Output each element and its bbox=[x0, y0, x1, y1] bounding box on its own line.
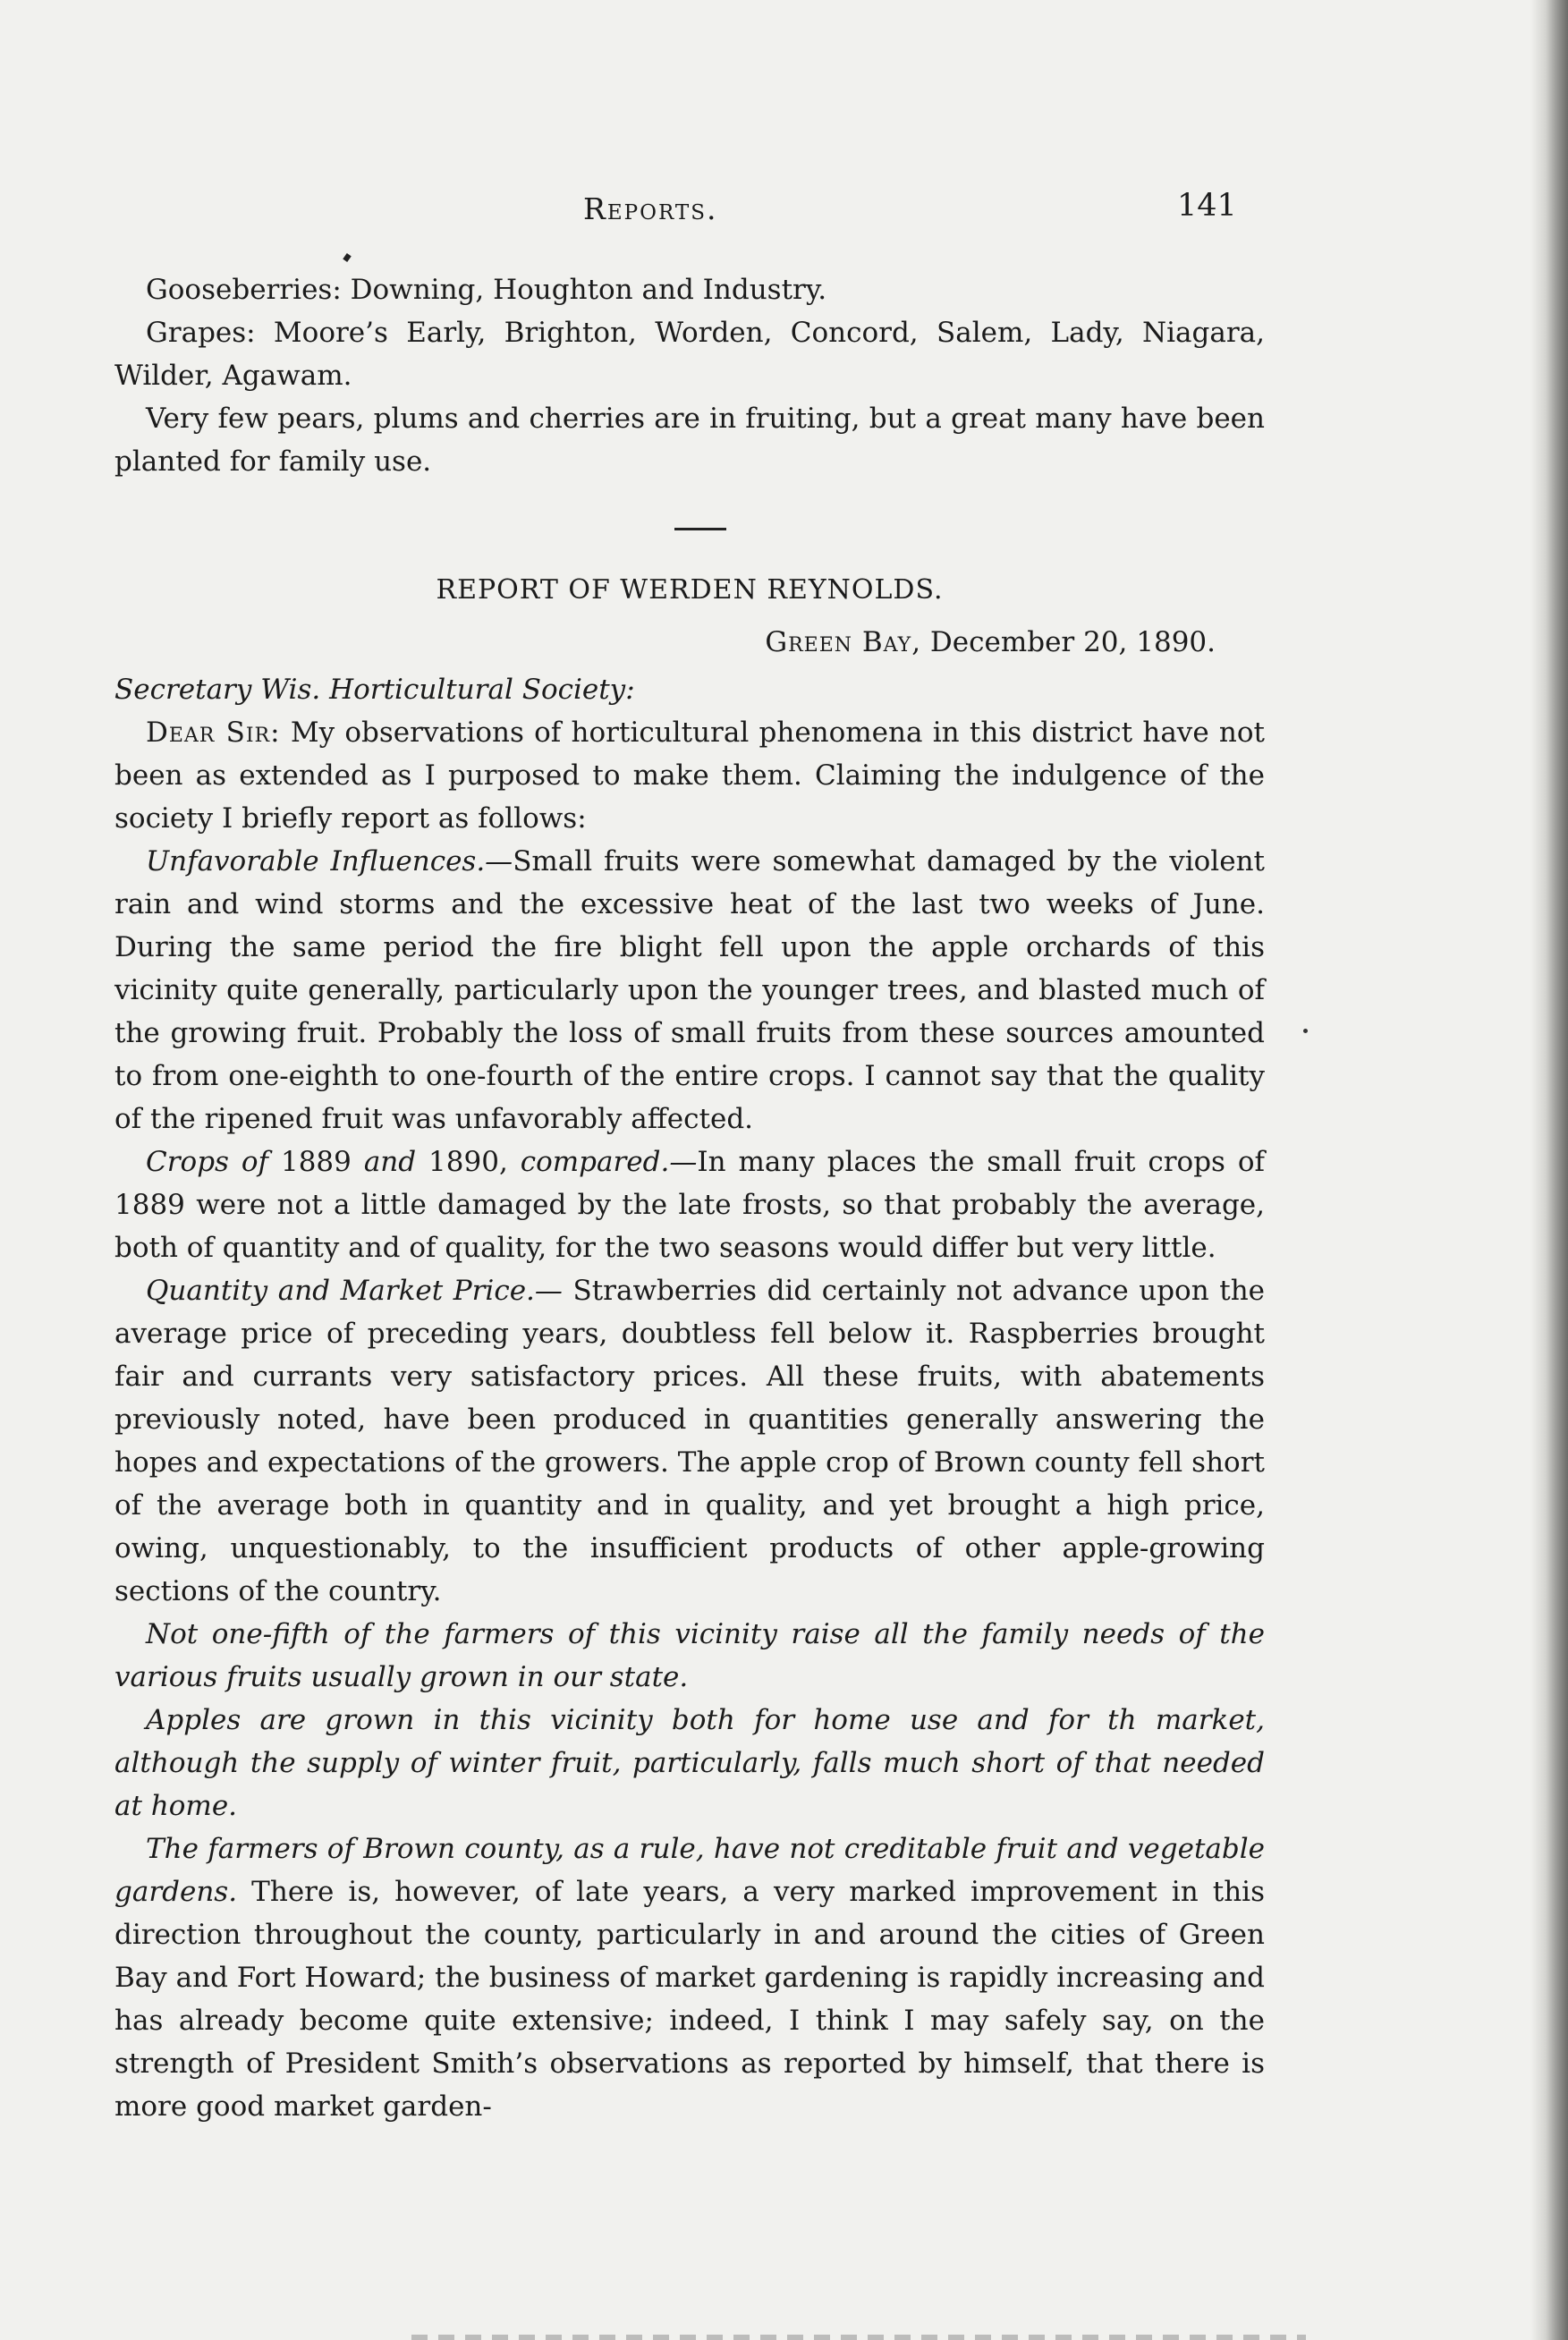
paragraph-grapes: Grapes: Moore’s Early, Brighton, Worden, Concord, Salem, Lady, Niagara, Wilder, Agawam. bbox=[114, 317, 1265, 392]
paragraph-farmers bbox=[114, 1827, 1265, 2128]
crops-heading-part3: compared.— bbox=[520, 1146, 698, 1178]
section-divider bbox=[674, 528, 726, 530]
paragraph-gooseberries: Gooseberries: Downing, Houghton and Industry. bbox=[146, 274, 827, 306]
page-number: 141 bbox=[1177, 188, 1237, 224]
unfavorable-text: Small fruits were somewhat damaged by the violent rain and wind storms and the excessive heat of the last two weeks of June. During the same period the fire blight fell upon the apple orchards of this vicinity quite generally, particularly upon the younger trees, and blasted much of the growing fruit. Probably the loss of small fruits from these sources amounted to from one-eighth to one-fourth of the entire crops. I cannot say that the quality of the ripened fruit was unfavorably affected. bbox=[114, 845, 1265, 1135]
quantity-text: Strawberries did certainly not advance upon the average price of preceding years, doubtless fell below it. Raspberries brought fair and currants very satisfactory prices. All these fruits, with abatements previously noted, have been produced in quantities generally answering the hopes and expectations of the growers. The apple crop of Brown county fell short of the average both in quantity and in quality, and yet brought a high price, owing, unquestionably, to the insufficient products of other apple-growing sections of the country. bbox=[114, 1275, 1265, 1607]
page-bottom-edge bbox=[411, 2335, 1306, 2340]
crops-year-1: 1889 bbox=[280, 1146, 352, 1178]
crops-heading-part1: Crops of bbox=[146, 1146, 269, 1178]
farmers-heading: The farmers of Brown county, as a rule, have not creditable fruit and vegetable gardens. bbox=[114, 1833, 1265, 1908]
dateline-place: Green Bay, bbox=[765, 626, 922, 658]
paragraph-unfavorable bbox=[114, 840, 1265, 1140]
report-title: REPORT OF WERDEN REYNOLDS. bbox=[436, 574, 944, 606]
dateline-date: December 20, 1890. bbox=[929, 626, 1216, 658]
paragraph-few-pears: Very few pears, plums and cherries are in fruiting, but a great many have been planted for family use. bbox=[114, 403, 1265, 478]
ink-mark bbox=[343, 253, 352, 262]
crops-heading-part2: and bbox=[363, 1146, 417, 1178]
running-title: Reports. bbox=[583, 191, 718, 226]
crops-text: In many places the small fruit crops of 1889 were not a little damaged by the late frosts, so that probably the average, both of quantity and of quality, for the two seasons would differ but very little. bbox=[114, 1146, 1266, 1264]
ink-speck bbox=[1303, 1029, 1308, 1033]
salutation: Dear Sir: bbox=[146, 716, 281, 749]
dateline bbox=[114, 621, 1216, 664]
crops-year-2: 1890, bbox=[428, 1146, 508, 1178]
paragraph-crops bbox=[114, 1140, 1265, 1269]
paragraph-apples-grown: Apples are grown in this vicinity both for home use and for th market, although the supply of winter fruit, particularly, falls much short of that needed at home. bbox=[114, 1704, 1265, 1822]
paragraph-quantity bbox=[114, 1269, 1265, 1613]
page-edge-shadow bbox=[1530, 0, 1568, 2340]
intro-text: My observations of horticultural phenomena in this district have not been as extended as I purposed to make them. Claiming the indulgence of the society I briefly report as follows: bbox=[114, 716, 1266, 835]
paragraph-not-one-fifth: Not one-fifth of the farmers of this vicinity raise all the family needs of the various fruits usually grown in our state. bbox=[114, 1618, 1265, 1693]
page-body bbox=[114, 268, 1265, 2128]
paragraph-intro bbox=[114, 711, 1265, 840]
farmers-text: There is, however, of late years, a very marked improvement in this direction throughout the county, particularly in and around the cities of Green Bay and Fort Howard; the business of market gardening is rapidly increasing and has already become quite extensive; indeed, I think I may safely say, on the strength of President Smith’s observations as reported by himself, that there is more good market garden- bbox=[114, 1876, 1265, 2123]
addressee: Secretary Wis. Horticultural Society: bbox=[114, 674, 635, 706]
quantity-heading: Quantity and Market Price.— bbox=[146, 1275, 563, 1307]
running-head bbox=[0, 188, 1568, 233]
unfavorable-heading: Unfavorable Influences.— bbox=[146, 845, 513, 878]
